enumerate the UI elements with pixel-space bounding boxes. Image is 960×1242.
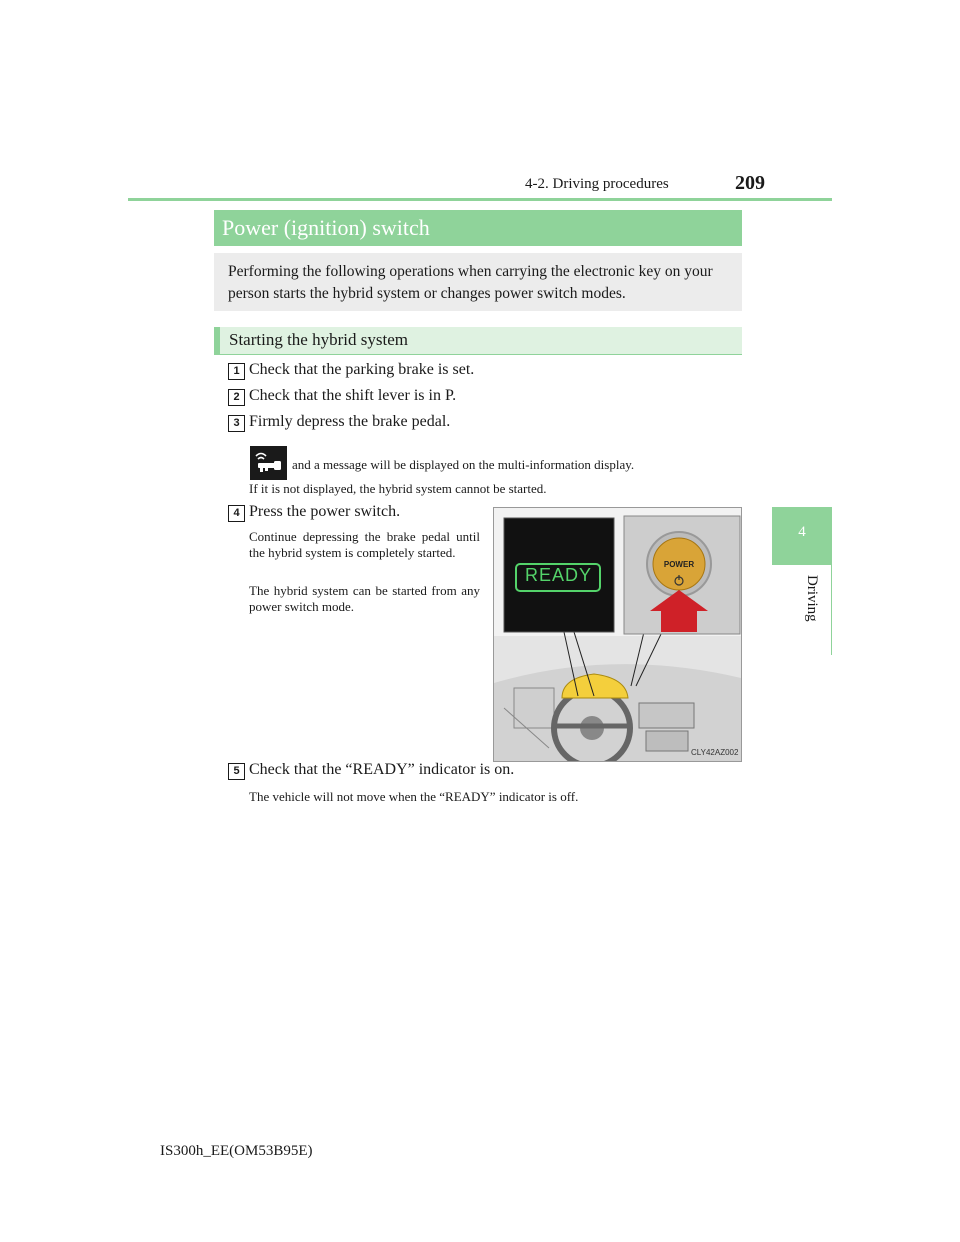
step-number-5: 5 bbox=[228, 763, 245, 780]
document-code: IS300h_EE(OM53B95E) bbox=[160, 1143, 313, 1159]
step-number-3: 3 bbox=[228, 415, 245, 432]
subsection-heading: Starting the hybrid system bbox=[214, 327, 742, 355]
step-text-4: Press the power switch. bbox=[249, 503, 401, 520]
step-text-5: Check that the “READY” indicator is on. bbox=[249, 761, 515, 778]
chapter-tab bbox=[772, 507, 832, 565]
header-rule bbox=[128, 198, 832, 201]
step5-note: The vehicle will not move when the “READY” indicator is off. bbox=[249, 789, 579, 804]
chapter-label: Driving bbox=[804, 575, 820, 622]
ready-indicator-label: READY bbox=[524, 565, 592, 585]
power-button-label: POWER bbox=[663, 560, 695, 569]
step-text-1: Check that the parking brake is set. bbox=[249, 361, 475, 378]
step3-icon-note: and a message will be displayed on the multi-information display. bbox=[292, 457, 635, 472]
page-title: Power (ignition) switch bbox=[214, 210, 742, 246]
chapter-number: 4 bbox=[798, 524, 806, 540]
step4-continue-note: Continue depressing the brake pedal until the hybrid system is completely started. bbox=[249, 529, 480, 560]
step-number-2: 2 bbox=[228, 389, 245, 406]
step-number-1: 1 bbox=[228, 363, 245, 380]
step4-any-mode-note: The hybrid system can be started from any power switch mode. bbox=[249, 583, 480, 614]
step3-not-displayed-note: If it is not displayed, the hybrid system cannot be started. bbox=[249, 481, 547, 496]
page-number: 209 bbox=[735, 172, 765, 194]
step-text-3: Firmly depress the brake pedal. bbox=[249, 413, 451, 430]
key-indicator-icon bbox=[250, 446, 287, 480]
intro-box: Performing the following operations when carrying the electronic key on your person starts the hybrid system or changes power switch modes. bbox=[214, 253, 742, 311]
step-text-2: Check that the shift lever is in P. bbox=[249, 387, 457, 404]
power-switch-illustration bbox=[493, 507, 742, 762]
section-header: 4-2. Driving procedures bbox=[525, 176, 669, 192]
illustration-code: CLY42AZ002 bbox=[691, 748, 739, 757]
step-number-4: 4 bbox=[228, 505, 245, 522]
chapter-rule bbox=[831, 565, 832, 655]
